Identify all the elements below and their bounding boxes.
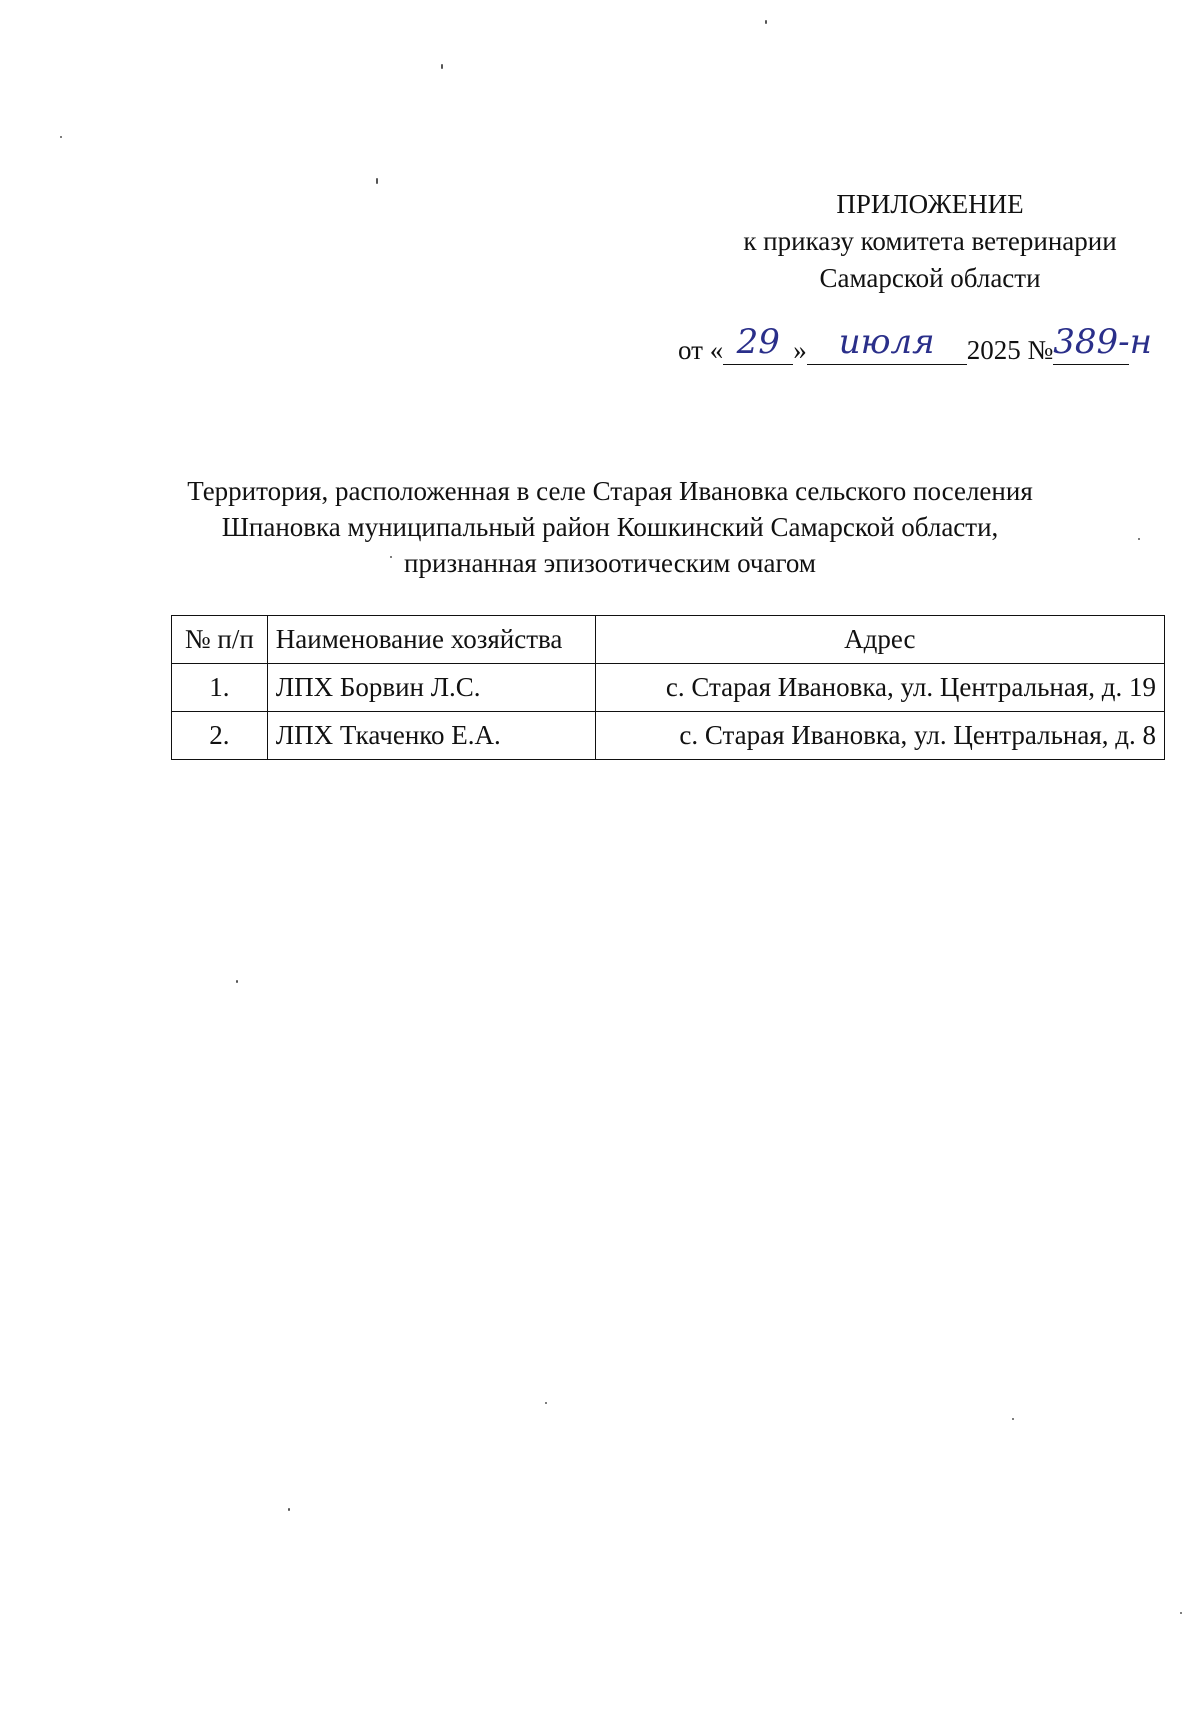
handwritten-number: 389-н (1053, 322, 1152, 362)
day-blank (723, 322, 793, 365)
farms-table (171, 615, 1165, 760)
row-num: 1. (172, 664, 268, 712)
number-blank (1053, 322, 1152, 365)
title-line-2: Шпановка муниципальный район Кошкинский Самарской области, (221, 512, 999, 542)
handwritten-day: 29 (736, 322, 780, 362)
header-name: Наименование хозяйства (267, 616, 595, 664)
title-line-1: Территория, расположенная в селе Старая Ивановка сельского поселения (187, 476, 1033, 506)
month-blank (807, 322, 967, 365)
appendix-line-1: к приказу комитета ветеринарии (743, 226, 1117, 256)
row-name: ЛПХ Ткаченко Е.А. (267, 712, 595, 760)
appendix-block (700, 186, 1160, 297)
appendix-heading: ПРИЛОЖЕНИЕ (836, 189, 1024, 219)
header-address: Адрес (595, 616, 1164, 664)
date-quote-close: » (793, 335, 807, 365)
document-title (150, 473, 1070, 581)
handwritten-month: июля (838, 322, 935, 362)
table-row (172, 712, 1165, 760)
title-line-3: признанная эпизоотическим очагом (404, 548, 816, 578)
date-year: 2025 № (966, 335, 1054, 365)
appendix-line-2: Самарской области (819, 263, 1041, 293)
date-prefix: от « (678, 335, 724, 365)
row-name: ЛПХ Борвин Л.С. (267, 664, 595, 712)
row-num: 2. (172, 712, 268, 760)
row-address: с. Старая Ивановка, ул. Центральная, д. 19 (595, 664, 1164, 712)
row-address: с. Старая Ивановка, ул. Центральная, д. 8 (595, 712, 1164, 760)
table-header-row (172, 616, 1165, 664)
table-row (172, 664, 1165, 712)
order-date-line (678, 322, 1152, 370)
header-num: № п/п (172, 616, 268, 664)
